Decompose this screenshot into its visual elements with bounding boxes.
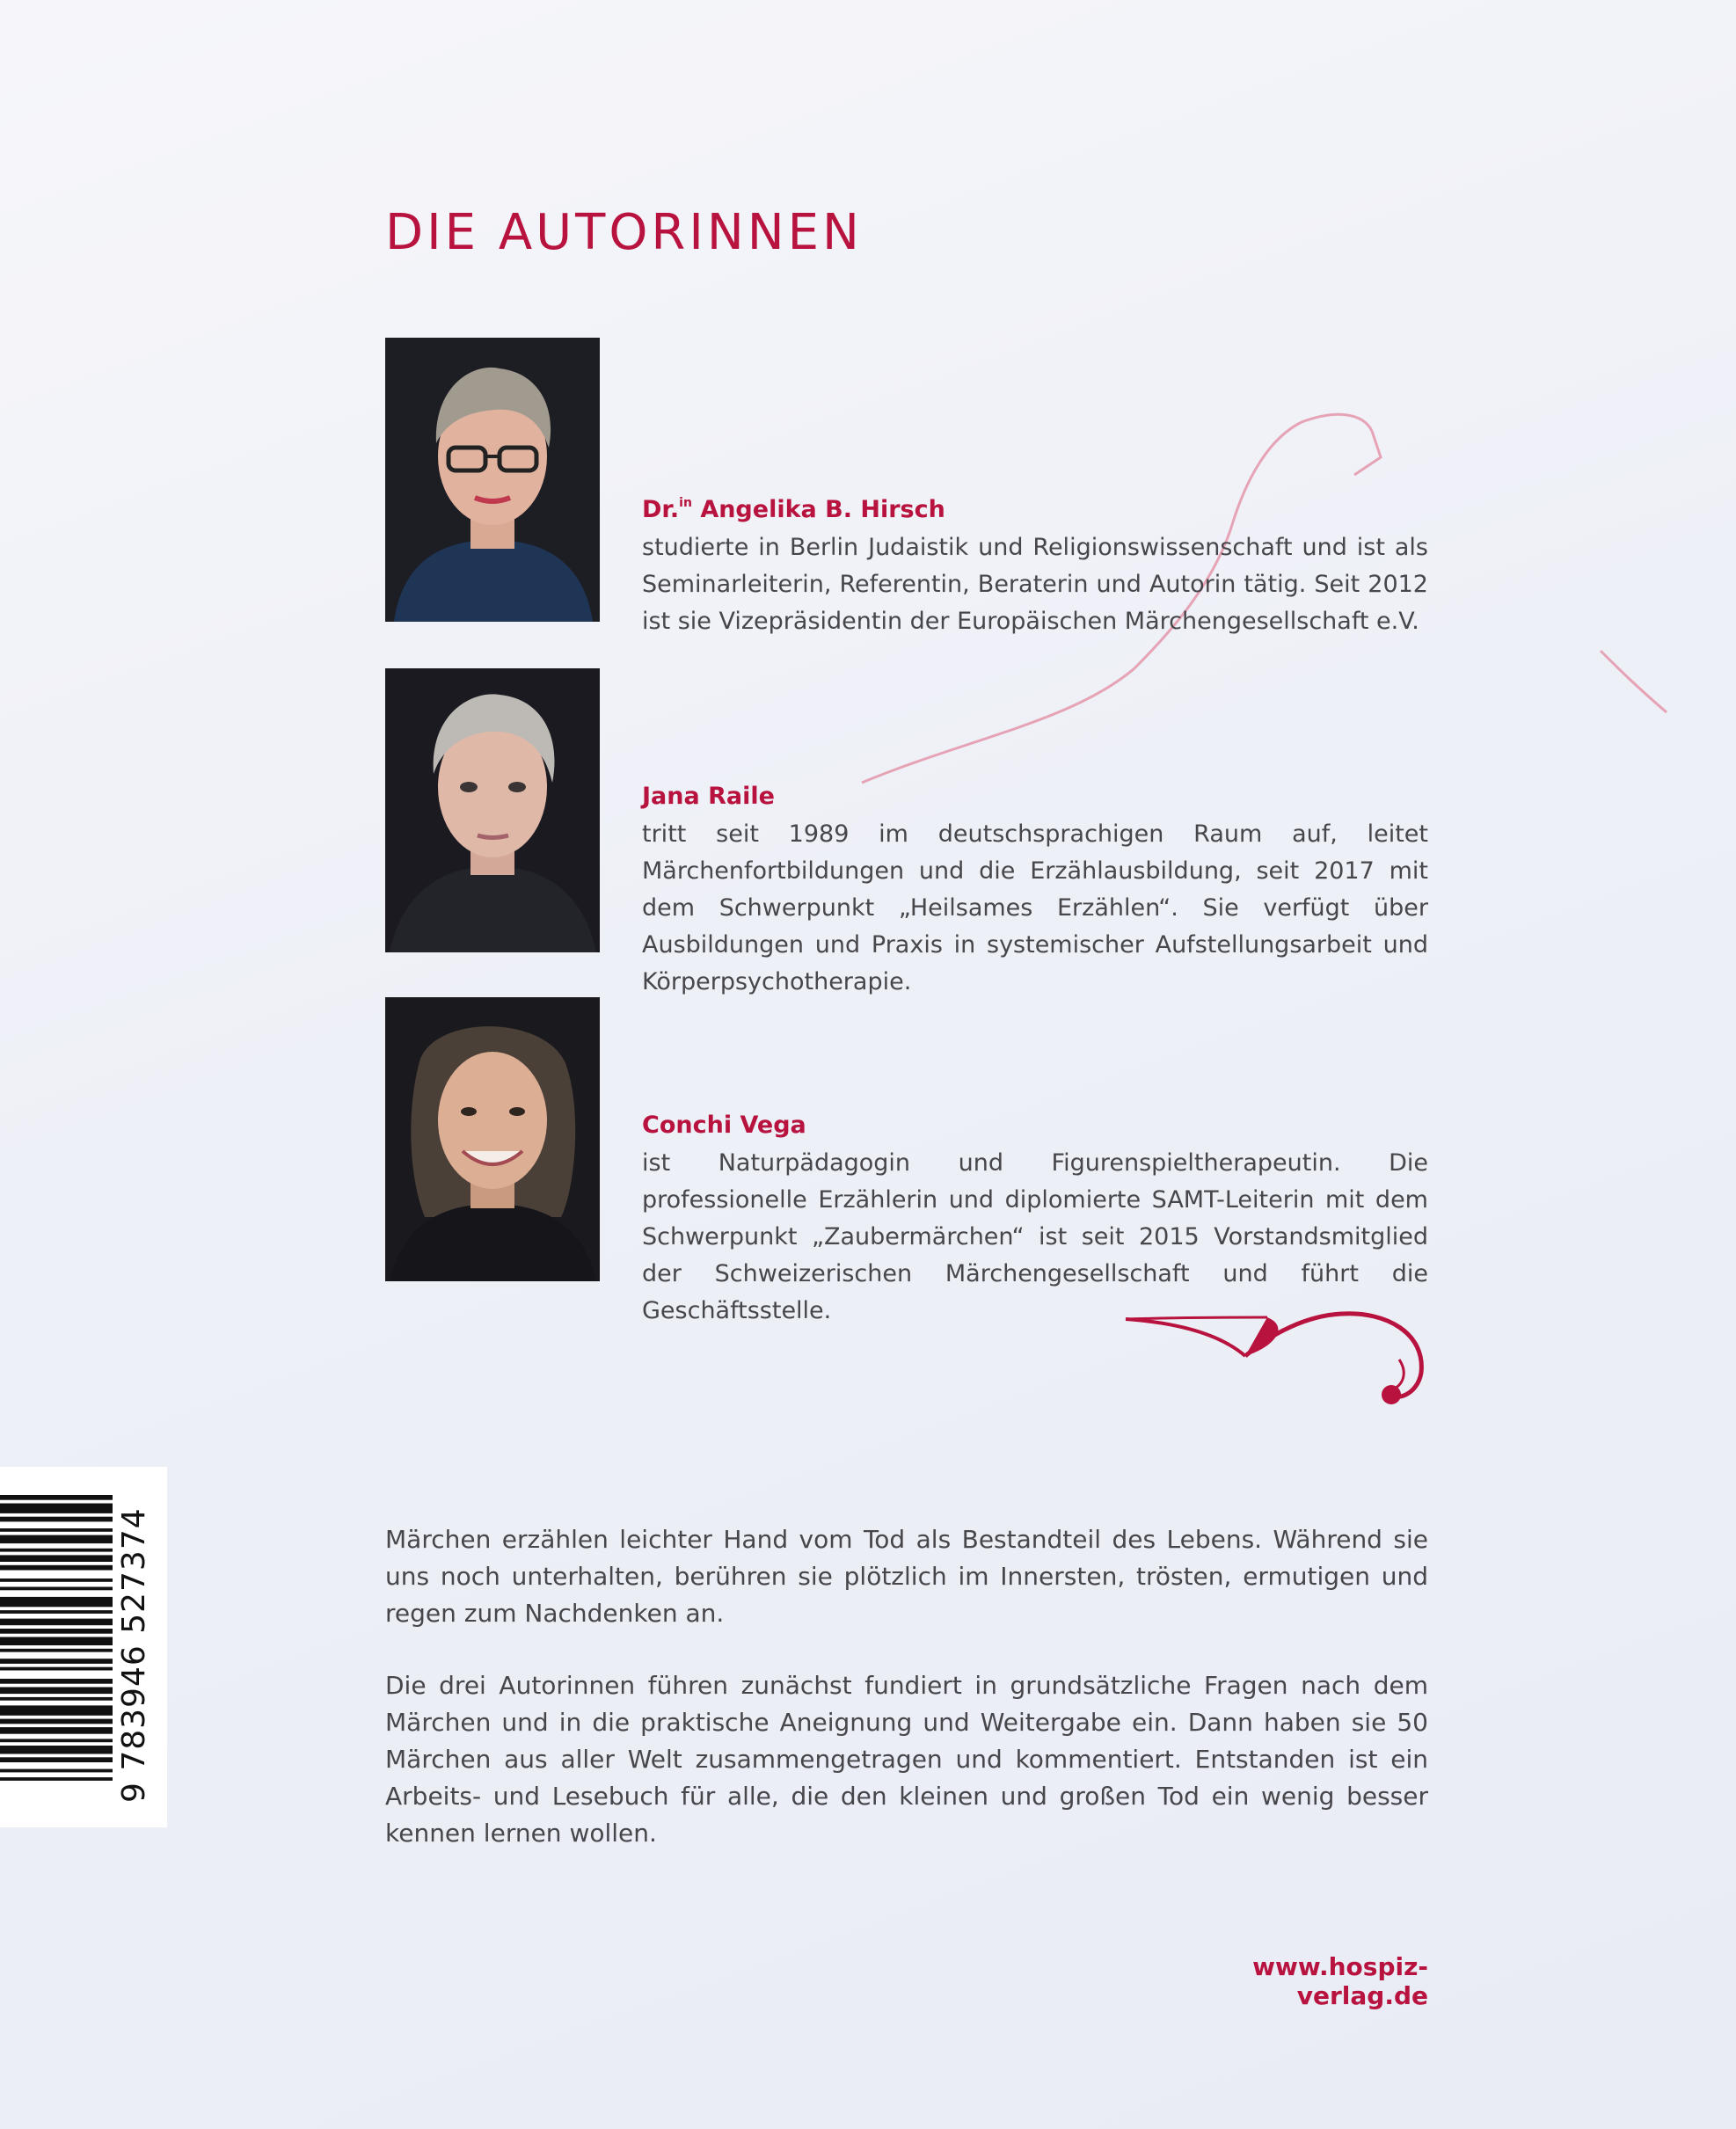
barcode-bar: [0, 1697, 113, 1701]
barcode-bar: [0, 1504, 113, 1513]
barcode-bar: [0, 1549, 113, 1552]
barcode-bar: [0, 1688, 113, 1695]
page-title: DIE AUTORINNEN: [385, 204, 863, 261]
barcode-bar: [0, 1597, 113, 1607]
author-name: Jana Raile: [642, 783, 775, 810]
barcode-bar: [0, 1610, 113, 1614]
barcode-bar: [0, 1579, 113, 1582]
barcode-bar: [0, 1777, 113, 1781]
publisher-website-link[interactable]: www.hospiz-verlag.de: [1252, 1952, 1428, 2010]
author-name: Dr.$^{in}$ Angelika B. Hirsch: [642, 496, 945, 523]
barcode-bar: [0, 1769, 113, 1773]
barcode-bar: [0, 1757, 113, 1762]
barcode-bar: [0, 1555, 113, 1562]
author-bio-text: studierte in Berlin Judaistik und Religionswissenschaft und ist als Seminarleiterin, Referentin, Beraterin und Autorin tätig. Seit 2012 ist sie Vizepräsidentin der Europäischen Märchengesellschaft e.V.: [642, 534, 1428, 635]
barcode-bar: [0, 1705, 113, 1715]
barcode-bar: [0, 1667, 113, 1671]
author-photo-hirsch: [385, 338, 600, 622]
barcode-bar: [0, 1587, 113, 1591]
barcode-bar: [0, 1679, 113, 1684]
barcode-bar: [0, 1619, 113, 1626]
barcode-bar: [0, 1629, 113, 1634]
barcode-bar: [0, 1565, 113, 1571]
barcode-bar: [0, 1659, 113, 1664]
author-bio-text: ist Naturpädagogin und Figurenspieltherapeutin. Die professionelle Erzählerin und diplomierte SAMT-Leiterin mit dem Schwerpunkt „Zaubermärchen“ ist seit 2015 Vorstandsmitglied der Schweizerischen Märchengesellschaft und führt die Geschäftsstelle.: [642, 1149, 1428, 1324]
barcode-bar: [0, 1719, 113, 1724]
author-bio-text: tritt seit 1989 im deutschsprachigen Raum auf, leitet Märchenfortbildungen und die Erzählausbildung, seit 2017 mit dem Schwerpunkt „Heilsames Erzählen“. Sie verfügt über Ausbildungen und Praxis in systemischer Aufstellungsarbeit und Körperpsychotherapie.: [642, 820, 1428, 995]
blurb-paragraph-1: Märchen erzählen leichter Hand vom Tod als Bestandteil des Lebens. Während sie uns noch unterhalten, berühren sie plötzlich im Innersten, trösten, ermutigen und regen zum Nachdenken an.: [385, 1525, 1428, 1628]
author-name: Conchi Vega: [642, 1112, 806, 1139]
barcode-bar: [0, 1495, 113, 1500]
barcode-bar: [0, 1649, 113, 1652]
author-photo-raile: [385, 668, 600, 952]
barcode-bar: [0, 1746, 113, 1754]
author-photo-vega: [385, 997, 600, 1281]
decorative-ornament: [1122, 1307, 1439, 1412]
barcode-digits: 9 783946 527374: [116, 1507, 152, 1803]
author-bio-vega: [642, 1108, 1428, 1330]
barcode-bar: [0, 1637, 113, 1646]
author-bio-raile: [642, 779, 1428, 1001]
barcode-bar: [0, 1535, 113, 1544]
barcode-bar: [0, 1739, 113, 1742]
author-bio-hirsch: [642, 485, 1428, 640]
barcode-bar: [0, 1727, 113, 1734]
barcode-bar: [0, 1528, 113, 1532]
barcode-bar: [0, 1517, 113, 1522]
blurb-paragraph-2: Die drei Autorinnen führen zunächst fundiert in grundsätzliche Fragen nach dem Märchen und in die praktische Aneignung und Weitergabe ein. Dann haben sie 50 Märchen aus aller Welt zusammengetragen und kommentiert. Entstanden ist ein Arbeits- und Lesebuch für alle, die den kleinen und großen Tod ein wenig besser kennen lernen wollen.: [385, 1671, 1428, 1848]
